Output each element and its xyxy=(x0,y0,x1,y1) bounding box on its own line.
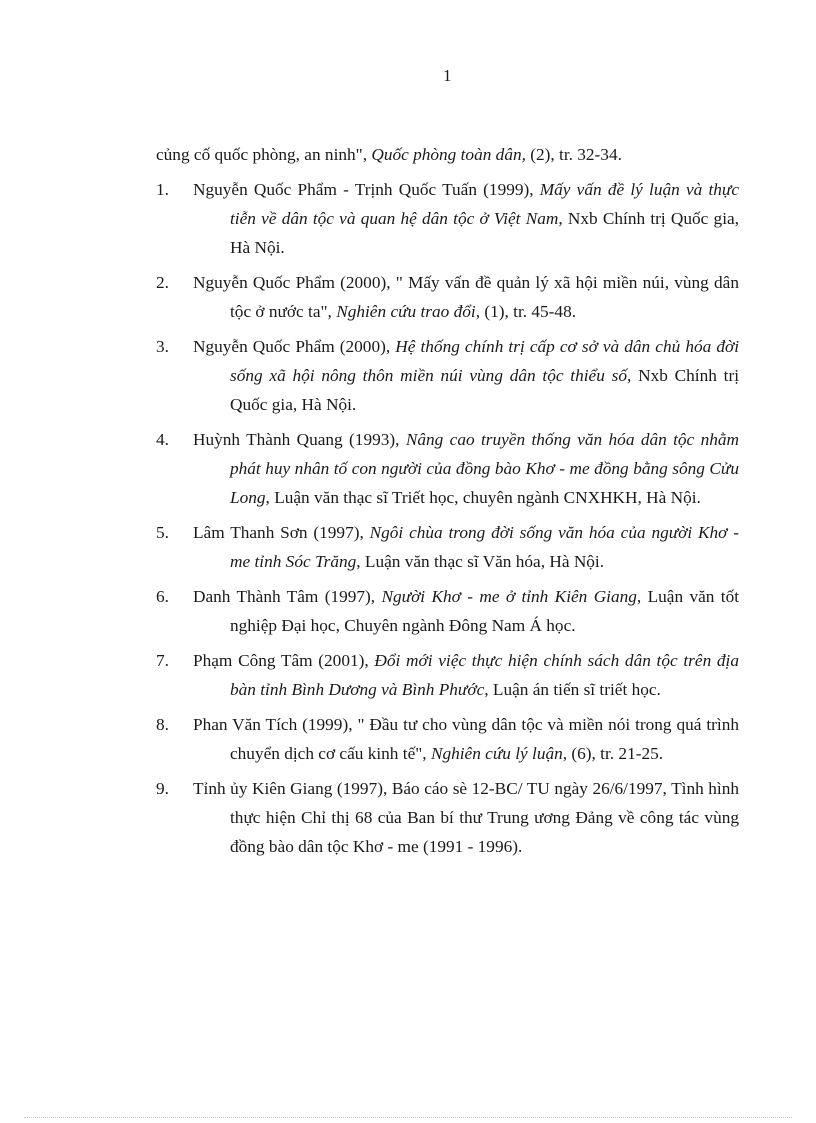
reference-title: Ngôi chùa trong đời sống văn hóa của người Khơ - me tỉnh Sóc Trăng xyxy=(230,523,739,571)
reference-item xyxy=(156,582,739,640)
reference-author: Tỉnh ủy Kiên Giang (1997), Báo cáo sè 12-BC/ TU ngày 26/6/1997, Tình hình thực hiện Chỉ thị 68 của Ban bí thư Trung ương Đảng về công tác vùng đồng bào dân tộc Khơ - me (1991 - 1996). xyxy=(193,779,739,856)
reference-number: 9. xyxy=(156,779,169,798)
reference-author: Lâm Thanh Sơn (1997), xyxy=(193,523,370,542)
reference-text xyxy=(193,646,739,704)
reference-text xyxy=(193,268,739,326)
reference-publisher: , (6), tr. 21-25. xyxy=(562,744,664,763)
reference-publisher: , Luận án tiến sĩ triết học. xyxy=(484,680,661,699)
reference-title: Người Khơ - me ở tỉnh Kiên Giang xyxy=(381,587,637,606)
reference-text xyxy=(193,710,739,768)
reference-title: Nghiên cứu trao đổi xyxy=(336,302,476,321)
lead-italic-title: Quốc phòng toàn dân, xyxy=(371,145,526,164)
reference-number: 6. xyxy=(156,587,169,606)
reference-number: 5. xyxy=(156,523,169,542)
reference-number: 8. xyxy=(156,715,169,734)
reference-item xyxy=(156,425,739,512)
reference-title: Đổi mới việc thực hiện chính sách dân tộc trên địa bàn tỉnh Bình Dương và Bình Phước xyxy=(230,651,739,699)
reference-publisher: , Nxb Chính trị Quốc gia, Hà Nội. xyxy=(230,209,739,257)
reference-author: Danh Thành Tâm (1997), xyxy=(193,587,382,606)
reference-text xyxy=(193,518,739,576)
reference-item xyxy=(156,518,739,576)
reference-number: 2. xyxy=(156,273,169,292)
reference-text xyxy=(193,774,739,861)
lead-text: củng cố quốc phòng, an ninh", xyxy=(156,145,372,164)
reference-title: Hệ thống chính trị cấp cơ sở và dân chủ hóa đời sống xã hội nông thôn miền núi vùng dân tộc thiểu số, xyxy=(230,337,739,385)
reference-author: Nguyễn Quốc Phẩm - Trịnh Quốc Tuấn (1999), xyxy=(193,180,540,199)
reference-publisher: , Luận văn thạc sĩ Văn hóa, Hà Nội. xyxy=(356,552,605,571)
reference-author: Nguyễn Quốc Phẩm (2000), xyxy=(193,337,396,356)
reference-text xyxy=(193,175,739,262)
reference-publisher: Nxb Chính trị Quốc gia, Hà Nội. xyxy=(230,366,739,414)
reference-list xyxy=(156,140,739,867)
reference-author: Phạm Công Tâm (2001), xyxy=(193,651,375,670)
page-bottom-divider xyxy=(24,1117,792,1118)
reference-item xyxy=(156,710,739,768)
lead-text-after: (2), tr. 32-34. xyxy=(525,145,622,164)
reference-publisher: , (1), tr. 45-48. xyxy=(475,302,577,321)
reference-title: Nghiên cứu lý luận xyxy=(430,744,563,763)
reference-title: Mấy vấn đề lý luận và thực tiễn về dân tộc và quan hệ dân tộc ở Việt Nam xyxy=(230,180,739,228)
reference-author: Phan Văn Tích (1999), " Đầu tư cho vùng dân tộc và miền nói trong quá trình chuyển dịch cơ cấu kinh tế", xyxy=(193,715,739,763)
reference-number: 1. xyxy=(156,180,169,199)
reference-item xyxy=(156,774,739,861)
reference-number: 7. xyxy=(156,651,169,670)
reference-author: Huỳnh Thành Quang (1993), xyxy=(193,430,406,449)
reference-title: Nâng cao truyền thống văn hóa dân tộc nhằm phát huy nhân tố con người của đồng bào Khơ - me đồng bằng sông Cửu Long xyxy=(230,430,739,507)
reference-item xyxy=(156,332,739,419)
reference-number: 4. xyxy=(156,430,169,449)
reference-publisher: , Luận văn tốt nghiệp Đại học, Chuyên ngành Đông Nam Á học. xyxy=(230,587,740,635)
reference-text xyxy=(193,425,739,512)
reference-number: 3. xyxy=(156,337,169,356)
reference-author: Nguyễn Quốc Phẩm (2000), " Mấy vấn đề quản lý xã hội miền núi, vùng dân tộc ở nước ta", xyxy=(193,273,739,321)
reference-publisher: , Luận văn thạc sĩ Triết học, chuyên ngành CNXHKH, Hà Nội. xyxy=(265,488,701,507)
continued-reference xyxy=(156,140,739,169)
reference-text xyxy=(193,582,740,640)
reference-item xyxy=(156,268,739,326)
reference-item xyxy=(156,175,739,262)
reference-item xyxy=(156,646,739,704)
page-number: 1 xyxy=(443,66,452,85)
reference-text xyxy=(193,332,739,419)
